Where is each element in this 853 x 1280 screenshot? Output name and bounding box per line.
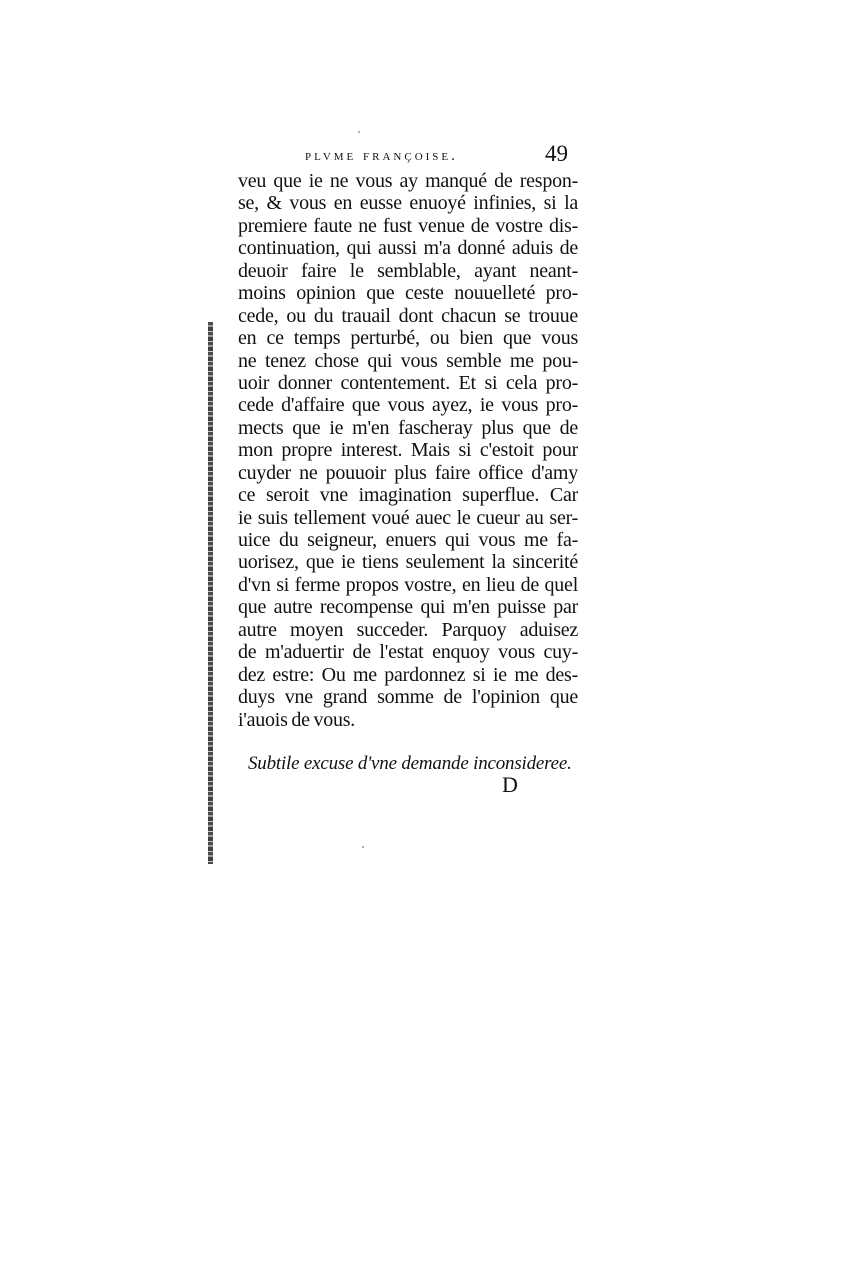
text-line: se, & vous en eusse enuoyé infinies, si la — [238, 192, 578, 215]
text-line: i'auois de vous. — [238, 708, 356, 731]
text-line: cuyder ne pouuoir plus faire office d'amy — [238, 461, 578, 484]
text-line: premiere faute ne fust venue de vostre dis- — [238, 214, 578, 237]
text-line: en ce temps perturbé, ou bien que vous — [238, 327, 578, 350]
text-line: mects que ie m'en fascheray plus que de — [238, 416, 578, 439]
text-line: deuoir faire le semblable, ayant neant- — [238, 259, 578, 282]
text-line: ne tenez chose qui vous semble me pou- — [238, 349, 578, 372]
text-line: uice du seigneur, enuers qui vous me fa- — [238, 529, 578, 551]
body-text — [238, 170, 578, 731]
text-line: uoir donner contentement. Et si cela pro- — [238, 371, 578, 394]
paper-speck — [362, 846, 364, 848]
text-line: cede d'affaire que vous ayez, ie vous pro- — [238, 394, 578, 417]
text-line: de m'aduertir de l'estat enquoy vous cuy- — [238, 641, 578, 664]
text-line: duys vne grand somme de l'opinion que — [238, 686, 578, 709]
text-line: continuation, qui aussi m'a donné aduis de — [238, 237, 578, 260]
text-line: ce seroit vne imagination superflue. Car — [238, 484, 578, 507]
text-line: mon propre interest. Mais si c'estoit pour — [238, 439, 578, 462]
paper-speck — [358, 131, 360, 133]
running-head: plvme françoise. — [305, 148, 458, 164]
section-heading: Subtile excuse d'vne demande inconsideree. — [248, 753, 572, 774]
text-line: cede, ou du trauail dont chacun se trouue — [238, 304, 578, 327]
catchword: D — [502, 772, 518, 797]
text-line: uorisez, que ie tiens seulement la sincerité — [238, 551, 578, 574]
text-line: autre moyen succeder. Parquoy aduisez — [238, 618, 578, 641]
text-line: d'vn si ferme propos vostre, en lieu de quel — [238, 573, 578, 596]
text-line: que autre recompense qui m'en puisse par — [238, 596, 578, 619]
text-line: ie suis tellement voué auec le cueur au ser- — [238, 506, 578, 529]
text-line: moins opinion que ceste nouuelleté pro- — [238, 282, 578, 305]
page-number: 49 — [545, 141, 568, 166]
text-line: dez estre: Ou me pardonnez si ie me des- — [238, 663, 578, 686]
binding-gutter-edge — [208, 322, 213, 864]
text-line: veu que ie ne vous ay manqué de respon- — [238, 170, 578, 192]
